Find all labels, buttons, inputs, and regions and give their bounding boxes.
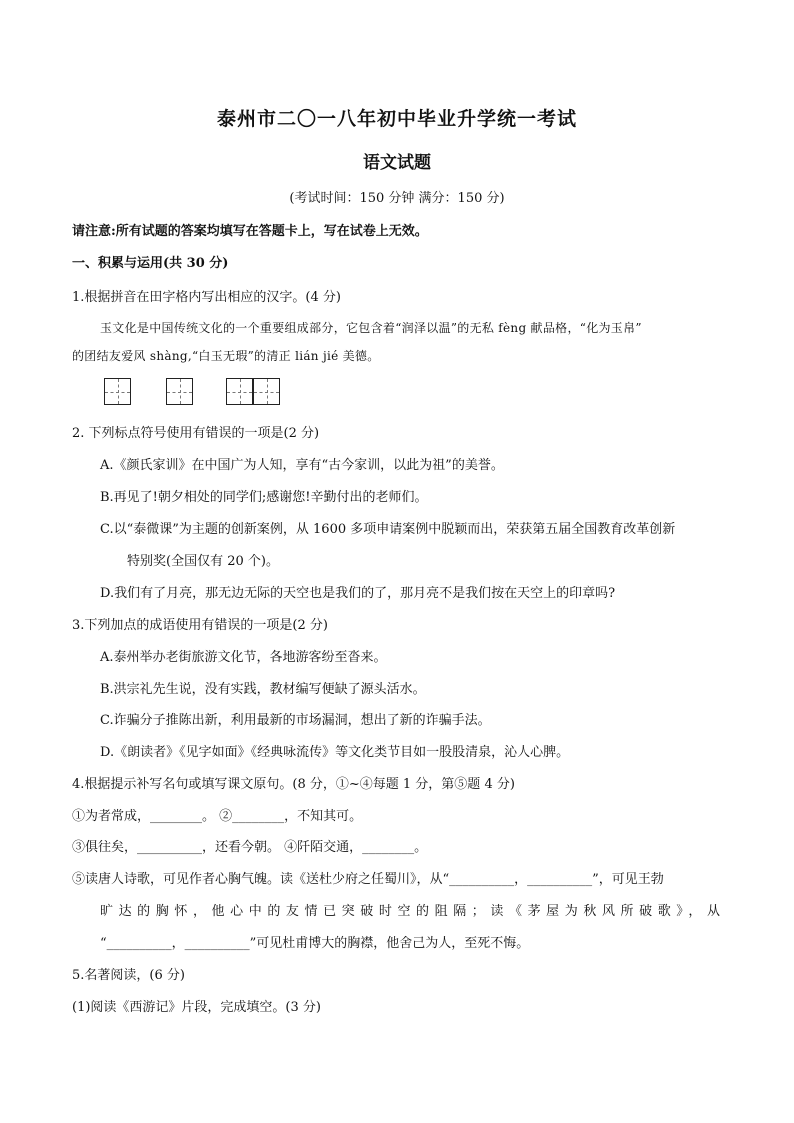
q4-line5: “__________，__________”可见杜甫博大的胸襟，他舍己为人，至死不悔。 [100, 936, 530, 951]
q4-line4: 旷达的胸怀，他心中的友情已突破时空的阻隔；读《茅屋为秋风所破歌》，从 [100, 904, 720, 919]
q4-stem: 4.根据提示补写名句或填写课文原句。(8 分，①~④每题 1 分，第⑤题 4 分) [72, 777, 515, 792]
tianzi-grid-box[interactable] [253, 378, 280, 405]
notice: 请注意:所有试题的答案均填写在答题卡上，写在试卷上无效。 [72, 224, 428, 239]
q5-stem: 5.名著阅读，(6 分) [72, 968, 185, 983]
q3-option-d: D.《朗读者》《见字如面》《经典咏流传》等文化类节目如一股股清泉，沁人心脾。 [100, 745, 570, 760]
q4-line3: ⑤读唐人诗歌，可见作者心胸气魄。读《送杜少府之任蜀川》，从“__________，__________”，可见王勃 [72, 872, 664, 887]
exam-subtitle: 语文试题 [363, 153, 431, 173]
q4-line2: ③俱往矣，__________，还看今朝。 ④阡陌交通，________。 [72, 840, 428, 855]
q2-option-b: B.再见了!朝夕相处的同学们;感谢您!辛勤付出的老师们。 [100, 490, 428, 505]
q3-option-b: B.洪宗礼先生说，没有实践，教材编写便缺了源头活水。 [100, 682, 426, 697]
q3-option-c: C.诈骗分子推陈出新，利用最新的市场漏洞，想出了新的诈骗手法。 [100, 713, 491, 728]
q3-option-a: A.泰州举办老街旅游文化节，各地游客纷至沓来。 [100, 650, 387, 665]
q1-stem: 1.根据拼音在田字格内写出相应的汉字。(4 分) [72, 290, 341, 305]
tianzi-grid-box[interactable] [104, 378, 131, 405]
tianzi-grid-box[interactable] [166, 378, 193, 405]
tianzi-grid-box[interactable] [226, 378, 253, 405]
q2-option-c-continued: 特别奖(全国仅有 20 个)。 [127, 554, 279, 569]
q2-option-a: A.《颜氏家训》在中国广为人知，享有“古今家训，以此为祖”的美誉。 [100, 458, 504, 473]
q5-sub1: (1)阅读《西游记》片段，完成填空。(3 分) [72, 1000, 321, 1015]
section-heading: 一、积累与运用(共 30 分) [72, 256, 229, 271]
q2-option-d: D.我们有了月亮，那无边无际的天空也是我们的了，那月亮不是我们按在天空上的印章吗? [100, 586, 616, 601]
q1-passage-line1: 玉文化是中国传统文化的一个重要组成部分，它包含着“润泽以温”的无私 fèng 献品格，“化为玉帛” [100, 321, 642, 335]
exam-title: 泰州市二〇一八年初中毕业升学统一考试 [216, 108, 577, 130]
q2-stem: 2. 下列标点符号使用有错误的一项是(2 分) [72, 426, 320, 441]
q4-line1: ①为者常成，________。 ②________，不知其可。 [72, 809, 363, 824]
exam-info: (考试时间：150 分钟 满分：150 分) [289, 191, 505, 206]
q3-stem: 3.下列加点的成语使用有错误的一项是(2 分) [72, 618, 328, 633]
q1-passage-line2: 的团结友爱风 shàng,“白玉无瑕”的清正 lián jié 美德。 [72, 349, 380, 363]
q2-option-c: C.以“泰微课”为主题的创新案例，从 1600 多项申请案例中脱颖而出，荣获第五届全国教育改革创新 [100, 522, 676, 537]
